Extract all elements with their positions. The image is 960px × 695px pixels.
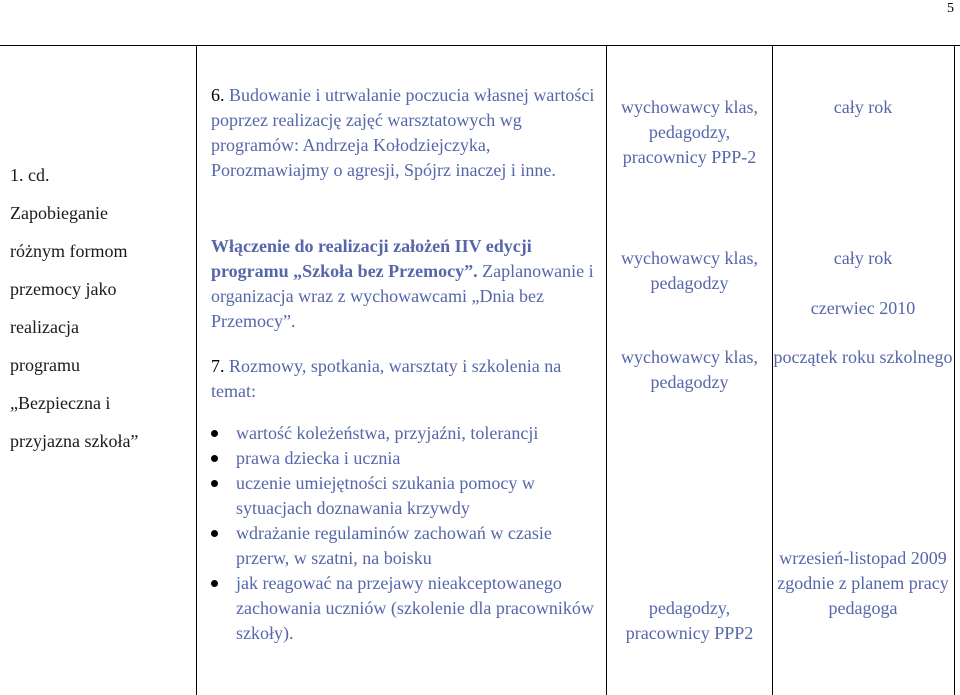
column-divider <box>954 46 955 695</box>
list-item: wartość koleżeństwa, przyjaźni, tolerancji <box>211 421 606 446</box>
page-number: 5 <box>947 1 954 16</box>
term-text: czerwiec 2010 <box>810 298 916 318</box>
task-text: Zaplanowanie i organizacja wraz z wychowawcami „Dnia bez Przemocy”. <box>211 261 594 331</box>
term-cell: wrzesień-listopad 2009 zgodnie z planem pracy pedagoga <box>777 548 949 618</box>
task-number: 7. <box>211 356 225 376</box>
plan-table <box>0 45 960 695</box>
area-line: realizacja <box>10 317 79 337</box>
area-line: przyjazna szkoła” <box>10 431 139 451</box>
term-text: cały rok <box>833 248 893 268</box>
task-cell <box>211 354 606 404</box>
task-cell <box>211 83 606 183</box>
area-line: „Bezpieczna i <box>10 393 111 413</box>
term-cell: cały rok <box>833 97 893 117</box>
topics-list <box>211 421 606 646</box>
area-line: programu <box>10 355 80 375</box>
task-text: Budowanie i utrwalanie poczucia własnej wartości poprzez realizację zajęć warsztatowych wg programów: Andrzeja Kołodziejczyka, Porozmawiajmy o agresji, Spójrz inaczej i inne. <box>211 85 595 180</box>
term-cell <box>773 246 953 321</box>
responsible-cell: pedagodzy, pracownicy PPP2 <box>625 598 754 643</box>
responsible-cell: wychowawcy klas, pedagodzy <box>621 248 758 293</box>
area-line: 1. cd. <box>10 165 50 185</box>
list-item: prawa dziecka i ucznia <box>211 446 606 471</box>
area-line: przemocy jako <box>10 279 117 299</box>
area-line: Zapobieganie <box>10 203 108 223</box>
area-cell <box>10 156 195 460</box>
responsible-cell: wychowawcy klas, pedagodzy <box>621 347 758 392</box>
term-cell: początek roku szkolnego <box>773 347 953 367</box>
list-item: wdrażanie regulaminów zachowań w czasie przerw, w szatni, na boisku <box>211 521 606 571</box>
task-text: Rozmowy, spotkania, warsztaty i szkolenia na temat: <box>211 356 562 401</box>
list-item: jak reagować na przejawy nieakceptowanego zachowania uczniów (szkolenie dla pracowników szkoły). <box>211 571 606 646</box>
column-divider <box>196 46 197 695</box>
task-text-bold: Włączenie do realizacji założeń IIV edycji programu „Szkoła bez Przemocy”. <box>211 236 532 281</box>
area-line: różnym formom <box>10 241 128 261</box>
list-item: uczenie umiejętności szukania pomocy w sytuacjach doznawania krzywdy <box>211 471 606 521</box>
task-number: 6. <box>211 85 225 105</box>
task-cell <box>211 234 606 334</box>
responsible-cell: wychowawcy klas, pedagodzy, pracownicy PPP-2 <box>621 97 758 167</box>
